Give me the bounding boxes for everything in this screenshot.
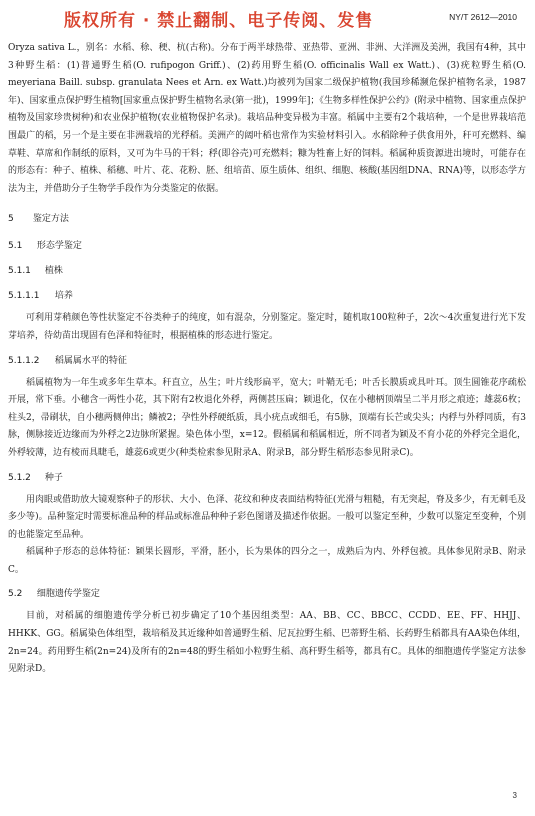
section-title: 植株 — [44, 266, 63, 277]
section-title: 稻属属水平的特征 — [54, 355, 127, 366]
heading-section-5-1 — [8, 239, 526, 254]
document-number: NY/T 2612—2010 — [449, 12, 517, 22]
paragraph-cytogenetics: 目前，对稻属的细胞遗传学分析已初步确定了10个基因组类型：AA、BB、CC、BBCC、CCDD、EE、FF、HHJJ、HHKK、GG。稻属染色体组型，栽培稻及其近缘种如普通野生稻、尼瓦拉野生稻、巴蒂野生稻、长药野生稻都具有AA染色体组，2n=24。药用野生稻(2n=24)及所有的2n=48的野生稻如小粒野生稻、高秆野生稻等，都具有C。具体的细胞遗传学鉴定方法参见附录D。 — [8, 611, 526, 675]
page-number: 3 — [512, 791, 517, 800]
paragraph-oryza-description: Oryza sativa L.，别名：水稻、稌、稉、杭(古称)。分布于两半球热带、亚热带、亚洲、非洲、大洋洲及美洲，我国有4种，其中3种野生稻：(1)普通野生稻(O. rufipogon Griff.)、(2)药用野生稻(O. officinalis Wall ex Watt.)、(3)疣粒野生稻(O. meyeriana Baill. subsp. granulata Nees et Arn. ex Watt.)均被列为国家二级保护植物(我国珍稀濒危保护植物名录，1987年)、国家重点保护野生植物[国家重点保护野生植物名录(第一批)，1999年]；《生物多样性保护公约》(附录中植物、国家重点保护植物及国家珍贵树种)和农业保护植物(农业植物保护名录)。栽培品种变异极为丰富。稻属中主要有2个栽培种，一个是世界栽培范围最广的稻，另一个是主要在非洲栽培的光稃稻。美洲产的阔叶稻也常作为实验材料引入。水稻除种子供食用外，秆可充燃料、编草鞋、草席和作制纸的原料，又可为牛马的干料；稃(即谷壳)可充燃料；糠为牲畜上好的饲料。稻属种质资源进出境时，可能存在的形态有：种子、植株、稻穗、叶片、花、花粉、胚、组培苗、原生质体、组织、细胞、核酸(基因组DNA、RNA)等，以形态学方法为主，并借助分子生物学手段作为分类鉴定的依据。 — [8, 43, 526, 194]
paragraph-genus-features: 稻属植物为一年生或多年生草本。秆直立，丛生；叶片线形扁平，宽大；叶鞘无毛；叶舌长膜质或具叶耳。顶生圆锥花序疏松开展，常下垂。小穗含一两性小花，其下附有2枚退化外稃，两侧甚压扁；颖退化，仅在小穗柄顶端呈二半月形之痕迹；雄蕊6枚；柱头2，帚刷状，自小穗两侧伸出；鳞被2；孕性外稃硬纸质，具小疣点或细毛，有5脉，顶端有长芒或尖头；内稃与外稃同质，有3脉，侧脉接近边缘而为外稃之2边脉所紧握。染色体小型，x=12。假稻属和稻属相近，所不同者为颖及不育小花的外稃完全退化，外稃较薄，边有棱而具睫毛，雄蕊6或更少(种类检索参见附录A、附录B，部分野生稻形态参见附录C)。 — [8, 377, 526, 458]
section-number: 5.1.1.1 — [8, 291, 40, 302]
heading-section-5-1-2 — [8, 471, 526, 486]
section-number: 5 — [8, 214, 14, 225]
paragraph-seed-features: 稻属种子形态的总体特征：颖果长圆形，平滑，胚小，长为果体的四分之一，成熟后为内、外稃包被。具体参见附录B、附录C。 — [8, 547, 526, 575]
section-title: 种子 — [44, 472, 63, 483]
section-number: 5.1.1 — [8, 266, 31, 277]
section-title: 形态学鉴定 — [36, 241, 82, 252]
section-title: 培养 — [54, 291, 73, 302]
copyright-watermark: 版权所有 · 禁止翻制、电子传阅、发售 — [64, 11, 374, 31]
section-number: 5.2 — [8, 589, 23, 600]
document-body — [8, 40, 526, 679]
heading-section-5 — [8, 212, 526, 227]
paragraph-seed-observation: 用肉眼或借助放大镜观察种子的形状、大小、色泽、花纹和种皮表面结构特征(光滑与粗糙，有无突起，脊及多少，有无刺毛及多少等)。品种鉴定时需要标准品种的样品或标准品种种子彩色图谱及描述作依据。一般可以鉴定至种，少数可以鉴定至变种，个别的也能鉴定至品种。 — [8, 494, 526, 540]
section-title: 细胞遗传学鉴定 — [36, 589, 100, 600]
section-number: 5.1.1.2 — [8, 355, 40, 366]
heading-section-5-1-1 — [8, 264, 526, 279]
heading-section-5-1-1-2 — [8, 354, 526, 369]
section-title: 鉴定方法 — [32, 214, 69, 225]
heading-section-5-1-1-1 — [8, 289, 526, 304]
section-number: 5.1.2 — [8, 472, 31, 483]
heading-section-5-2 — [8, 587, 526, 602]
section-number: 5.1 — [8, 241, 23, 252]
paragraph-cultivation: 可利用芽稍颜色等性状鉴定不谷类种子的纯度，如有混杂，分别鉴定。鉴定时，随机取100粒种子，2次～4次重复进行光下发芽培养，待幼苗出现固有色泽和特征时，根据植株的形态进行鉴定。 — [8, 313, 526, 341]
